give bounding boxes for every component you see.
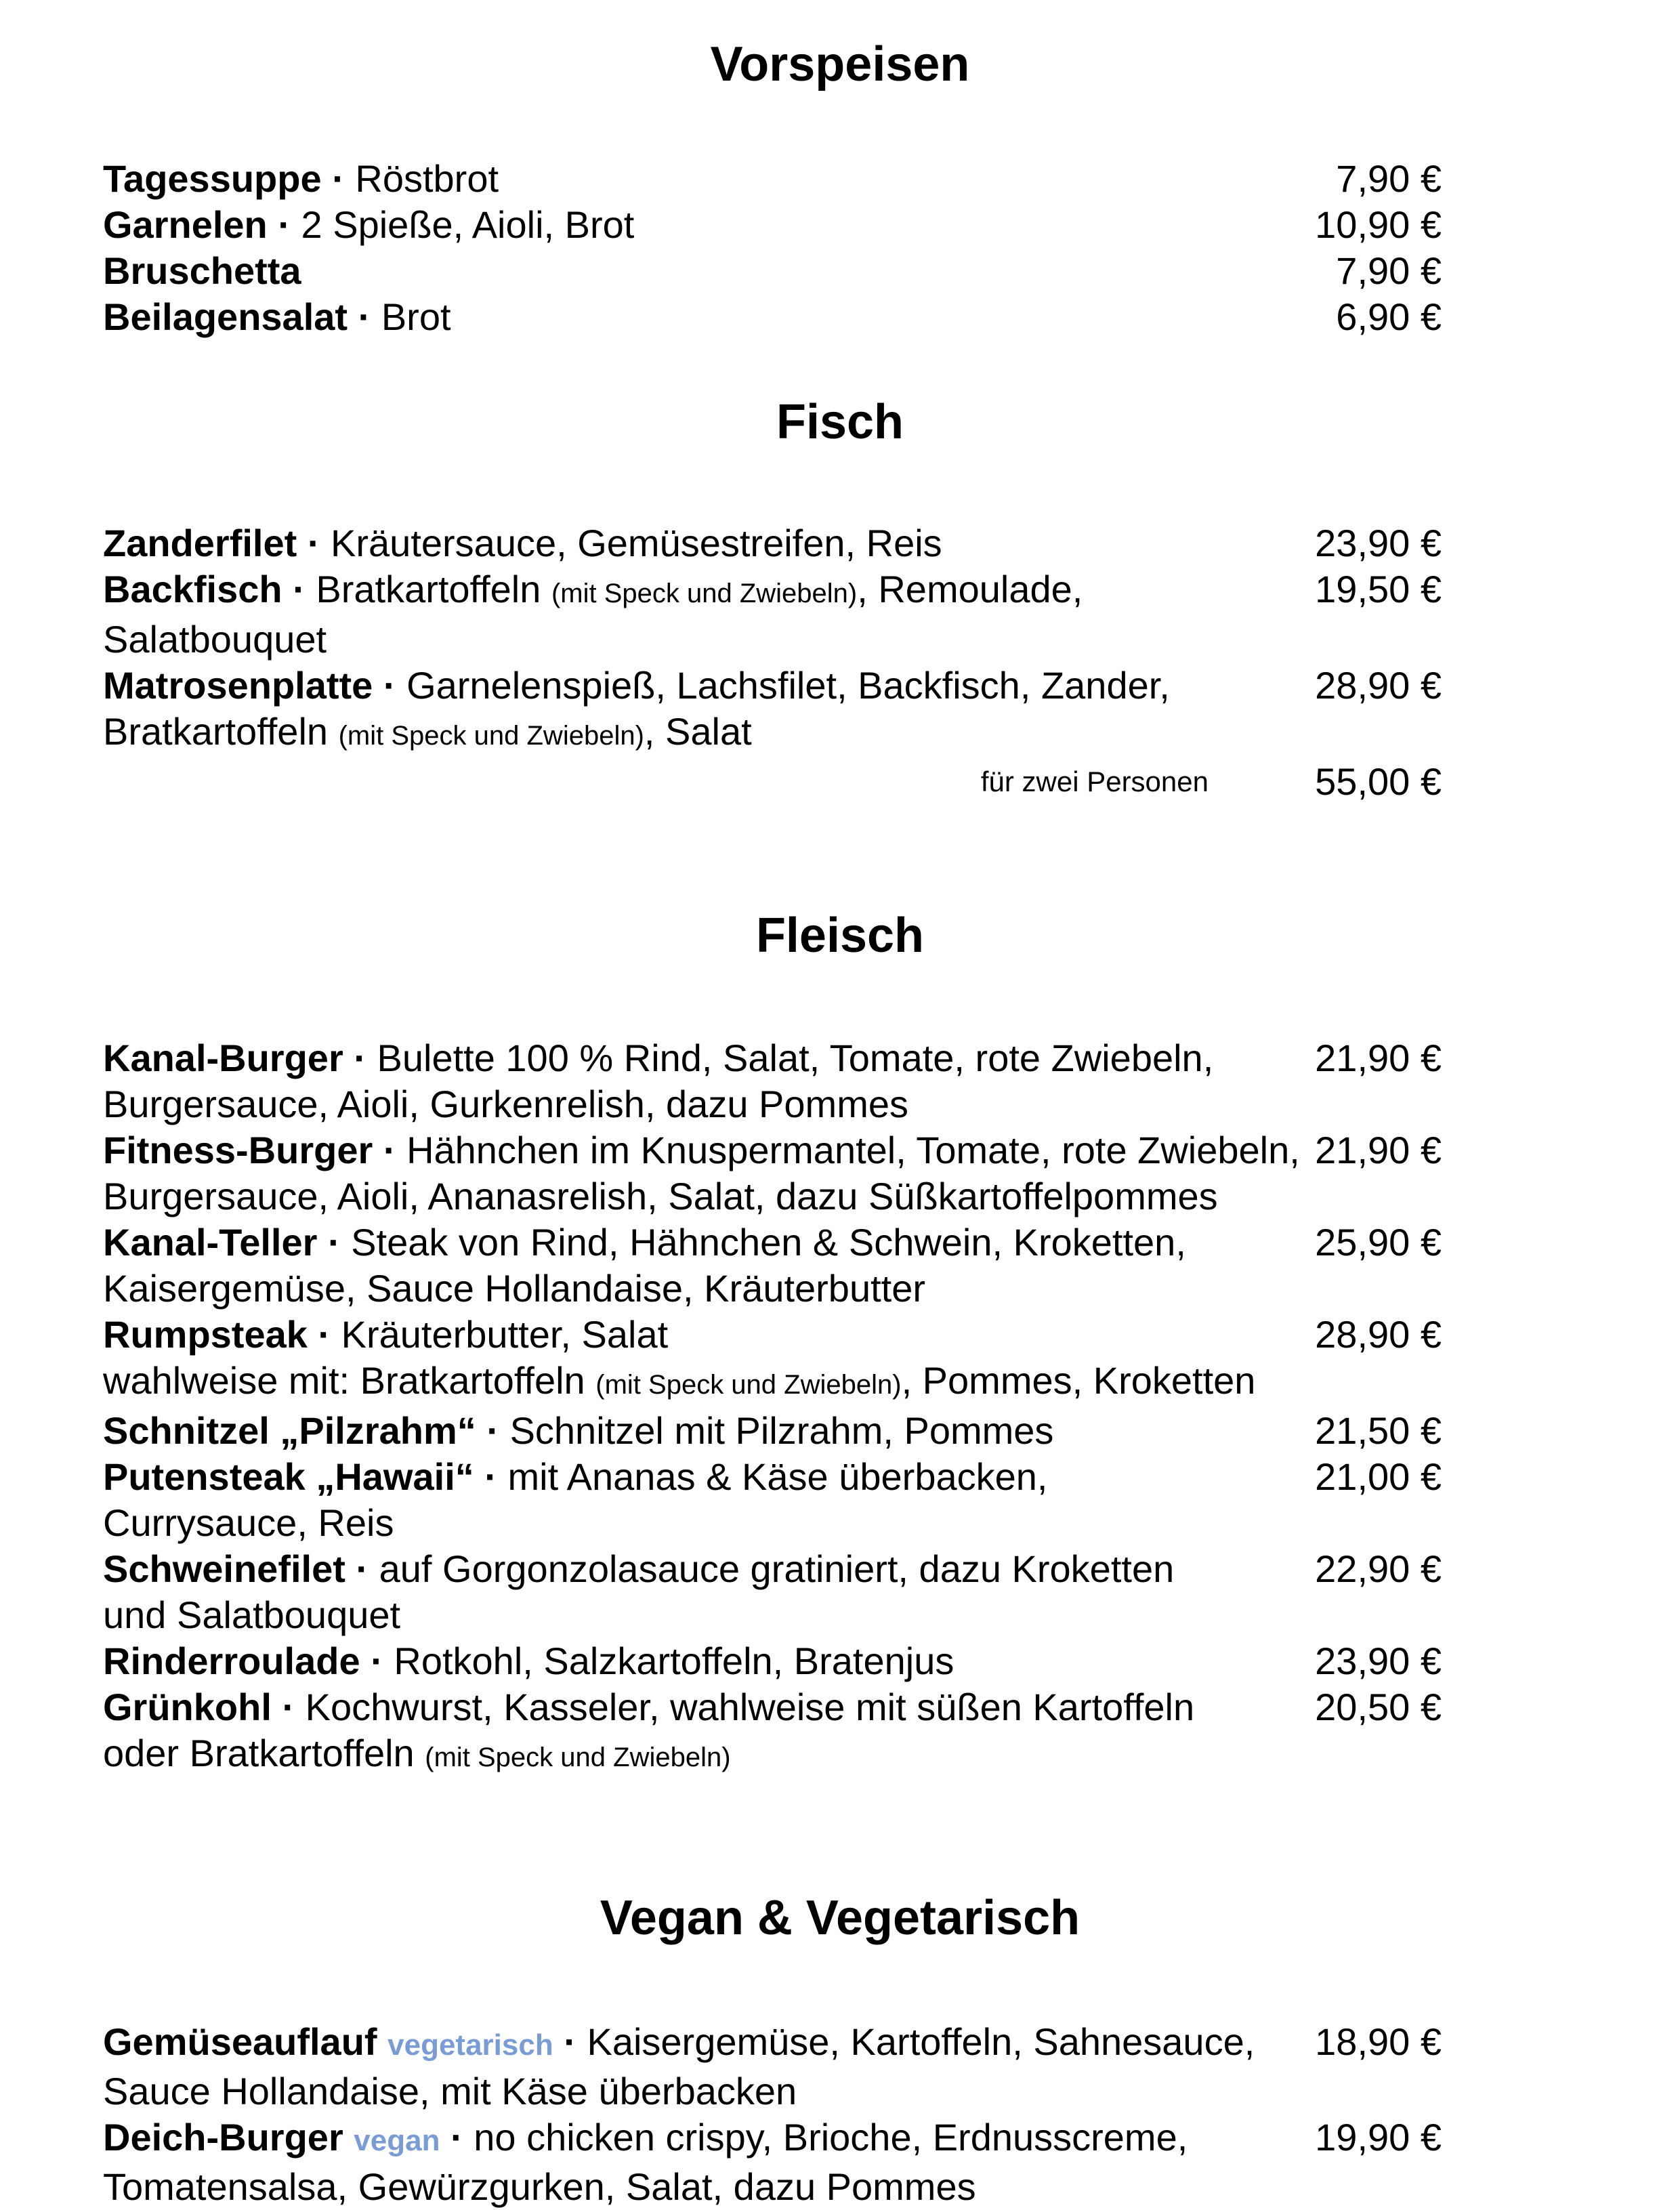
item-description-line2: Sauce Hollandaise, mit Käse überbacken [103, 2070, 797, 2112]
item-name: Backfisch [103, 568, 282, 610]
item-name: Putensteak „Hawaii“ [103, 1455, 474, 1498]
separator: · [282, 568, 316, 610]
menu-item [103, 1638, 1545, 1684]
item-price: 21,50 € [1315, 1409, 1442, 1452]
item-description: Garnelenspieß, Lachsfilet, Backfisch, Zander, [406, 664, 1170, 707]
item-price: 22,90 € [1315, 1547, 1442, 1590]
item-description: Bulette 100 % Rind, Salat, Tomate, rote Zwiebeln, [377, 1037, 1214, 1079]
item-description-after: , Pommes, Kroketten [901, 1359, 1256, 1402]
item-price: 25,90 € [1315, 1221, 1442, 1264]
item-name: Grünkohl [103, 1686, 272, 1728]
menu-item-continuation [103, 1592, 1545, 1638]
menu-item [103, 2019, 1545, 2068]
item-note-small: (mit Speck und Zwiebeln) [595, 1370, 902, 1400]
item-description: mit Ananas & Käse überbacken, [507, 1455, 1048, 1498]
item-description: Röstbrot [355, 157, 499, 200]
item-price: 6,90 € [1336, 295, 1442, 338]
menu-item-continuation [103, 2164, 1545, 2210]
separator: · [553, 2020, 587, 2063]
section-fleisch [103, 898, 1545, 1780]
menu-item [103, 1312, 1545, 1358]
separator: · [271, 1686, 306, 1728]
item-price: 19,50 € [1315, 568, 1442, 610]
separator: · [476, 1409, 510, 1452]
menu-item [103, 566, 1545, 617]
item-description: 2 Spieße, Aioli, Brot [301, 203, 635, 246]
section-title: Fisch [776, 395, 904, 449]
item-description-line2: Burgersauce, Aioli, Ananasrelish, Salat, dazu Süßkartoffelpommes [103, 1175, 1218, 1217]
section-vorspeisen [103, 27, 1545, 340]
item-name: Beilagensalat [103, 295, 348, 338]
item-name: Matrosenplatte [103, 664, 373, 707]
separator: · [373, 1129, 407, 1171]
menu-item [103, 1127, 1545, 1173]
item-name: Schnitzel „Pilzrahm“ [103, 1409, 476, 1452]
section-title: Vegan & Vegetarisch [600, 1891, 1080, 1945]
menu-item-continuation [103, 1500, 1545, 1546]
item-name: Deich-Burger [103, 2116, 343, 2159]
separator: · [474, 1455, 508, 1498]
separator: · [440, 2116, 474, 2159]
item-name: Garnelen [103, 203, 268, 246]
menu-page [103, 27, 1545, 2210]
section-vegan-vegetarisch [103, 1881, 1545, 2210]
item-description: no chicken crispy, Brioche, Erdnusscreme, [474, 2116, 1188, 2159]
item-price: 23,90 € [1315, 522, 1442, 564]
item-note-small: (mit Speck und Zwiebeln) [551, 579, 858, 608]
item-name: Zanderfilet [103, 522, 297, 564]
menu-item [103, 294, 1545, 340]
item-price: 23,90 € [1315, 1640, 1442, 1682]
item-price: 7,90 € [1336, 249, 1442, 292]
item-name: Kanal-Burger [103, 1037, 343, 1079]
menu-item [103, 663, 1545, 709]
menu-item-continuation [103, 1081, 1545, 1127]
menu-item [103, 1219, 1545, 1266]
item-description-line2: Currysauce, Reis [103, 1501, 394, 1544]
item-price: 7,90 € [1336, 157, 1442, 200]
item-price: 28,90 € [1315, 1313, 1442, 1356]
item-note-small: (mit Speck und Zwiebeln) [425, 1743, 731, 1772]
portion-note-line [103, 759, 1545, 805]
menu-item-continuation [103, 1730, 1545, 1780]
menu-item-continuation [103, 709, 1545, 759]
menu-item-continuation [103, 617, 1545, 663]
item-name: Schweinefilet [103, 1547, 345, 1590]
portion-price: 55,00 € [1315, 760, 1442, 803]
item-price: 18,90 € [1315, 2020, 1442, 2063]
item-description-after: , Salat [644, 710, 752, 753]
item-description: Hähnchen im Knuspermantel, Tomate, rote Zwiebeln, [406, 1129, 1300, 1171]
item-description-line2: wahlweise mit: Bratkartoffeln [103, 1359, 585, 1402]
menu-item [103, 202, 1545, 248]
menu-item-continuation [103, 1266, 1545, 1312]
item-name: Rinderroulade [103, 1640, 360, 1682]
item-description-line2: Kaisergemüse, Sauce Hollandaise, Kräuterbutter [103, 1267, 926, 1310]
menu-item [103, 1684, 1545, 1730]
item-name: Fitness-Burger [103, 1129, 373, 1171]
item-description-line2: oder Bratkartoffeln [103, 1732, 415, 1774]
separator: · [321, 157, 356, 200]
item-description: Bratkartoffeln [316, 568, 541, 610]
menu-item [103, 1546, 1545, 1592]
item-description: Kaisergemüse, Kartoffeln, Sahnesauce, [587, 2020, 1255, 2063]
menu-item [103, 2114, 1545, 2164]
diet-tag: vegan [354, 2124, 440, 2157]
separator: · [267, 203, 301, 246]
separator: · [297, 522, 331, 564]
item-description: Brot [381, 295, 451, 338]
portion-note: für zwei Personen [980, 766, 1209, 797]
item-description-line2: Tomatensalsa, Gewürzgurken, Salat, dazu Pommes [103, 2165, 976, 2208]
item-price: 19,90 € [1315, 2116, 1442, 2159]
menu-item [103, 1035, 1545, 1081]
menu-item [103, 1454, 1545, 1500]
item-price: 21,00 € [1315, 1455, 1442, 1498]
item-description-line2: und Salatbouquet [103, 1593, 401, 1636]
section-title: Fleisch [755, 909, 925, 963]
section-fisch [103, 385, 1545, 805]
item-price: 10,90 € [1315, 203, 1442, 246]
separator: · [348, 295, 381, 338]
item-description: Kochwurst, Kasseler, wahlweise mit süßen Kartoffeln [305, 1686, 1195, 1728]
menu-item [103, 156, 1545, 202]
section-title: Vorspeisen [710, 37, 970, 91]
item-description: Schnitzel mit Pilzrahm, Pommes [509, 1409, 1054, 1452]
separator: · [373, 664, 407, 707]
separator: · [317, 1221, 352, 1264]
item-price: 20,50 € [1315, 1686, 1442, 1728]
item-name: Kanal-Teller [103, 1221, 318, 1264]
item-price: 28,90 € [1315, 664, 1442, 707]
item-name: Rumpsteak [103, 1313, 308, 1356]
diet-tag: vegetarisch [387, 2028, 553, 2062]
menu-item-continuation [103, 2068, 1545, 2114]
item-description-after: , Remoulade, [857, 568, 1083, 610]
menu-item [103, 1408, 1545, 1454]
item-description: Steak von Rind, Hähnchen & Schwein, Kroketten, [351, 1221, 1186, 1264]
item-description: auf Gorgonzolasauce gratiniert, dazu Kroketten [379, 1547, 1175, 1590]
item-description-line2: Salatbouquet [103, 618, 327, 661]
item-name: Bruschetta [103, 249, 301, 292]
separator: · [360, 1640, 394, 1682]
menu-item [103, 520, 1545, 566]
item-name: Gemüseauflauf [103, 2020, 377, 2063]
menu-item-continuation [103, 1358, 1545, 1408]
item-description: Rotkohl, Salzkartoffeln, Bratenjus [394, 1640, 954, 1682]
item-note-small: (mit Speck und Zwiebeln) [338, 721, 644, 751]
separator: · [343, 1037, 377, 1079]
item-name: Tagessuppe [103, 157, 322, 200]
separator: · [345, 1547, 379, 1590]
item-price: 21,90 € [1315, 1037, 1442, 1079]
item-description-line2: Bratkartoffeln [103, 710, 329, 753]
menu-item [103, 248, 1545, 294]
item-description-line2: Burgersauce, Aioli, Gurkenrelish, dazu Pommes [103, 1083, 908, 1125]
item-description: Kräutersauce, Gemüsestreifen, Reis [331, 522, 942, 564]
item-description: Kräuterbutter, Salat [341, 1313, 669, 1356]
separator: · [307, 1313, 341, 1356]
item-price: 21,90 € [1315, 1129, 1442, 1171]
menu-item-continuation [103, 1173, 1545, 1219]
